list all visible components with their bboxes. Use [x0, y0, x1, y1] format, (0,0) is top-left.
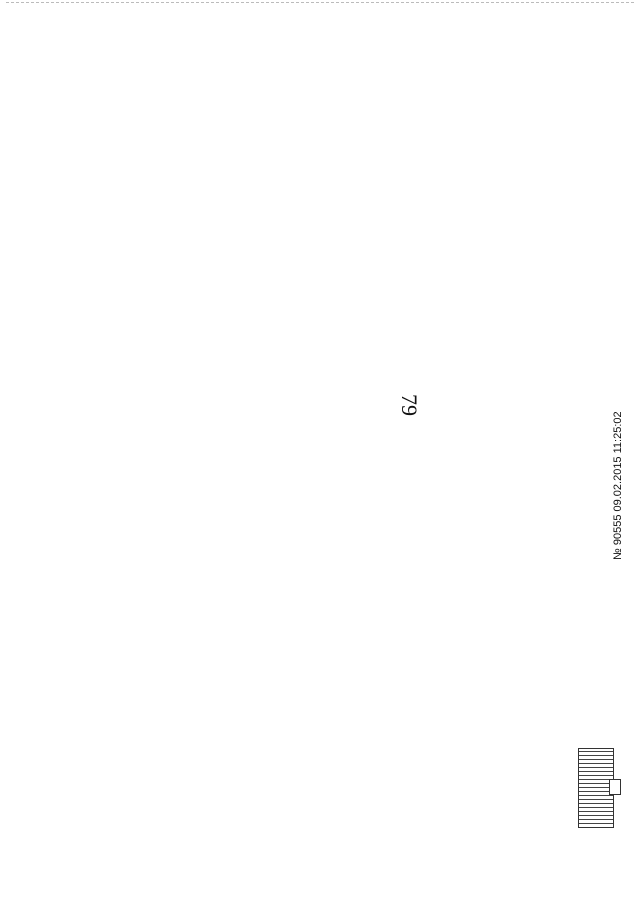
- table-stage: [56, 22, 548, 832]
- document-logo: [578, 748, 614, 828]
- page-number: 79: [397, 394, 422, 416]
- top-dashed-line: [6, 2, 634, 3]
- registration-stamp: № 90555 09.02.2015 11:25:02: [612, 411, 624, 560]
